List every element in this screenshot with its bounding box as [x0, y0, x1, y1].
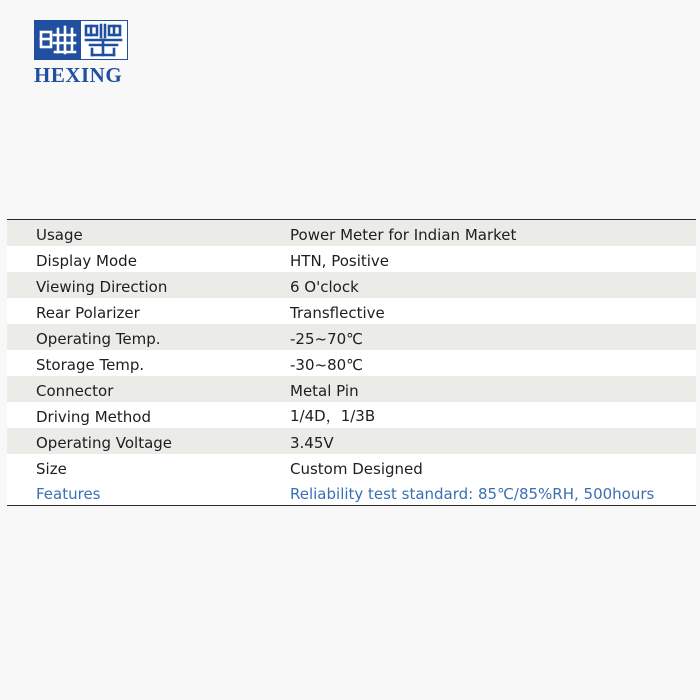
spec-row-usage [7, 220, 696, 246]
spec-value: Reliability test standard: 85℃/85%RH, 500hours [290, 480, 696, 506]
spec-label: Features [7, 480, 290, 506]
spec-row-features [7, 480, 696, 506]
spec-row-connector [7, 376, 696, 402]
spec-value: 1/4D，1/3B [290, 402, 696, 428]
spec-value: Power Meter for Indian Market [290, 220, 696, 246]
spec-row-size [7, 454, 696, 480]
company-logo [34, 20, 130, 86]
spec-label: Operating Temp. [7, 324, 290, 350]
spec-value: Transflective [290, 298, 696, 324]
spec-label: Driving Method [7, 402, 290, 428]
spec-label: Viewing Direction [7, 272, 290, 298]
spec-row-storage-temp [7, 350, 696, 376]
brand-name: HEXING [34, 63, 123, 87]
spec-table [7, 219, 696, 506]
spec-label: Rear Polarizer [7, 298, 290, 324]
spec-row-display-mode [7, 246, 696, 272]
spec-label: Display Mode [7, 246, 290, 272]
spec-value: 6 O'clock [290, 272, 696, 298]
spec-row-operating-voltage [7, 428, 696, 454]
spec-label: Connector [7, 376, 290, 402]
spec-label: Operating Voltage [7, 428, 290, 454]
spec-row-rear-polarizer [7, 298, 696, 324]
spec-value: Custom Designed [290, 454, 696, 480]
spec-label: Size [7, 454, 290, 480]
seal-glyphs-icon [35, 21, 127, 59]
spec-value: 3.45V [290, 428, 696, 454]
spec-row-operating-temp [7, 324, 696, 350]
spec-label: Storage Temp. [7, 350, 290, 376]
spec-label: Usage [7, 220, 290, 246]
logo-emblem [34, 20, 128, 60]
spec-row-viewing-direction [7, 272, 696, 298]
spec-value: -25~70℃ [290, 324, 696, 350]
spec-row-driving-method [7, 402, 696, 428]
spec-value: -30~80℃ [290, 350, 696, 376]
spec-value: Metal Pin [290, 376, 696, 402]
spec-value: HTN, Positive [290, 246, 696, 272]
